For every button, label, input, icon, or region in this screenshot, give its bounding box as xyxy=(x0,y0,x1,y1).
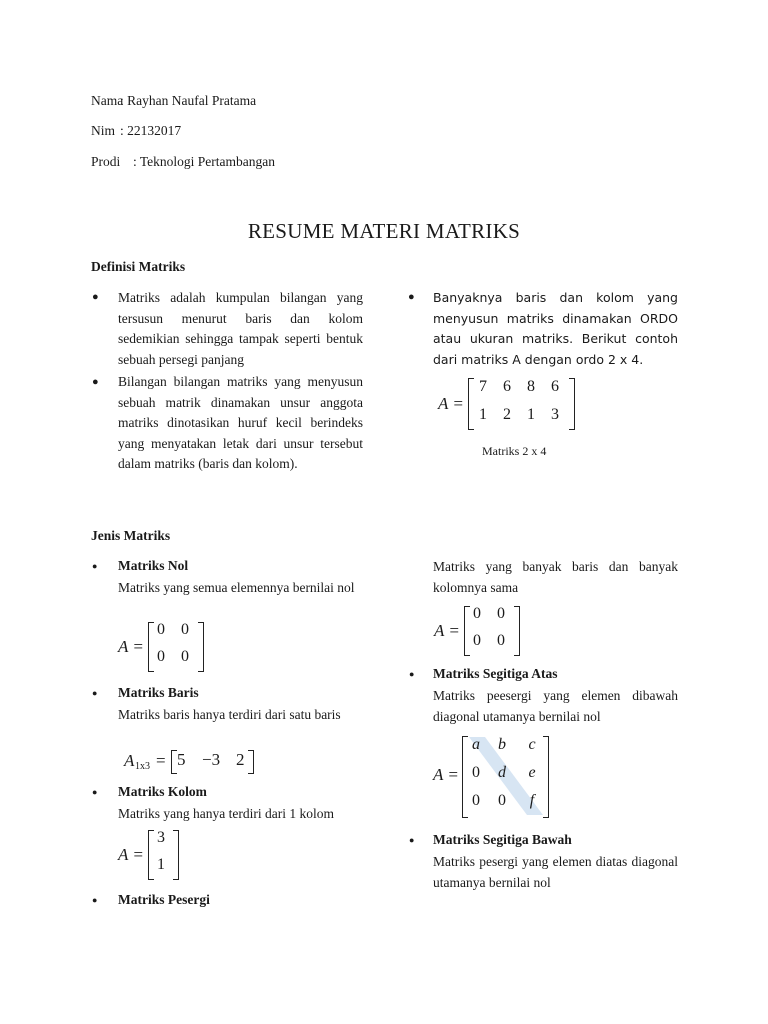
identity-name-label: Nama xyxy=(91,93,124,108)
matriks-pesergi-desc: Matriks yang banyak baris dan banyak kolomnya sama xyxy=(433,559,678,595)
jenis-heading: Jenis Matriks xyxy=(91,528,171,543)
matriks-nol-title: Matriks Nol xyxy=(118,558,189,573)
matrix-cell: 0 xyxy=(498,792,506,809)
bullet-icon: ● xyxy=(92,561,98,571)
bullet-icon: ● xyxy=(92,376,99,388)
page-title: RESUME MATERI MATRIKS xyxy=(247,219,521,243)
matrix-cell: a xyxy=(472,736,480,753)
matriks-segitiga-atas-desc: Matriks peesergi yang elemen dibawah diagonal utamanya bernilai nol xyxy=(433,688,678,724)
bullet-icon: ● xyxy=(92,688,98,698)
matrix-cell: 0 xyxy=(181,648,189,665)
definisi-item-1: Matriks adalah kumpulan bilangan yang tersusun menurut baris dan kolom sedemikian sehingga tampak seperti bentuk sebuah persegi panjang xyxy=(118,290,363,367)
matrix-cell: 2 xyxy=(503,406,511,423)
bullet-icon: ● xyxy=(408,291,415,303)
identity-prodi-label: Prodi xyxy=(91,154,121,169)
matrix-cell: d xyxy=(498,764,506,781)
matrix-cell: 0 xyxy=(157,648,165,665)
definisi-heading: Definisi Matriks xyxy=(91,259,186,274)
bullet-icon: ● xyxy=(92,291,99,303)
identity-nim-value: : 22132017 xyxy=(120,123,182,138)
matrix-right-bracket xyxy=(173,830,179,880)
bullet-icon: ● xyxy=(92,787,98,797)
matrix-cell: 1 xyxy=(527,406,535,423)
matrix-2x4-example xyxy=(438,376,578,434)
matrix-right-bracket xyxy=(248,750,254,774)
matrix-cell: 1 xyxy=(157,856,165,873)
bullet-icon: ● xyxy=(409,835,415,845)
matriks-segitiga-bawah-title: Matriks Segitiga Bawah xyxy=(433,832,572,847)
matrix-cell: 0 xyxy=(497,605,505,622)
identity-prodi-value: : Teknologi Pertambangan xyxy=(133,154,276,169)
matrix-right-bracket xyxy=(198,622,204,672)
matrix-cell: c xyxy=(528,736,536,753)
matriks-baris-title: Matriks Baris xyxy=(118,685,199,700)
matriks-pesergi-title: Matriks Pesergi xyxy=(118,892,210,907)
matrix-cell: 8 xyxy=(527,378,535,395)
matrix-right-bracket xyxy=(569,378,575,430)
matrix-cell: 0 xyxy=(473,605,481,622)
matrix-cell: 0 xyxy=(472,764,480,781)
matrix-cell: 6 xyxy=(503,378,511,395)
matrix-cell: e xyxy=(528,764,536,781)
matrix-cell: 0 xyxy=(472,792,480,809)
matrix-cell: 0 xyxy=(181,621,189,638)
matrix-cell: 0 xyxy=(497,632,505,649)
matrix-cell: 3 xyxy=(551,406,559,423)
matrix-cell: 0 xyxy=(157,621,165,638)
identity-nim-label: Nim xyxy=(91,123,116,138)
matriks-kolom-title: Matriks Kolom xyxy=(118,784,207,799)
matriks-kolom-desc: Matriks yang hanya terdiri dari 1 kolom xyxy=(118,806,334,821)
matrix-cell: 6 xyxy=(551,378,559,395)
matrix-lhs: A = xyxy=(433,765,459,784)
definisi-item-ordo: Banyaknya baris dan kolom yang menyusun matriks dinamakan ORDO atau ukuran matriks. Berikut contoh dari matriks A dengan ordo 2 x 4. xyxy=(433,290,678,367)
matrix-cell: f xyxy=(529,792,535,809)
matrix-lhs: A = xyxy=(118,845,144,864)
matrix-nol xyxy=(118,621,208,673)
bullet-icon: ● xyxy=(92,895,98,905)
matrix-equals: = xyxy=(156,751,166,770)
matriks-segitiga-atas-title: Matriks Segitiga Atas xyxy=(433,666,558,681)
matrix-cell: b xyxy=(498,736,506,753)
matrix-cell: 3 xyxy=(157,829,165,846)
matrix-lhs: A = xyxy=(118,637,144,656)
bullet-icon: ● xyxy=(409,669,415,679)
matrix-pesergi xyxy=(434,605,524,657)
matrix-cell: 1 xyxy=(479,406,487,423)
matrix-cell: −3 xyxy=(202,750,221,769)
matrix-lhs: A = xyxy=(434,621,460,640)
matrix-right-bracket xyxy=(543,736,549,818)
identity-block xyxy=(91,93,391,183)
matrix-cell: 7 xyxy=(479,378,487,395)
matriks-nol-desc: Matriks yang semua elemennya bernilai nol xyxy=(118,580,355,595)
matrix-cell: 5 xyxy=(177,750,186,769)
matrix-cell: 0 xyxy=(473,632,481,649)
matrix-lhs-subscript: 1x3 xyxy=(135,761,150,772)
matrix-cell: 2 xyxy=(236,750,245,769)
matrix-baris xyxy=(124,748,264,778)
definisi-item-2: Bilangan bilangan matriks yang menyusun sebuah matrik dinamakan unsur anggota matriks dinotasikan huruf kecil berindeks yang menyatakan letak dari unsur tersebut dalam matriks (baris dan kolom). xyxy=(118,374,363,471)
matrix-kolom xyxy=(118,829,188,881)
matrix-segitiga-atas xyxy=(433,735,553,819)
matrix-caption: Matriks 2 x 4 xyxy=(482,444,547,458)
identity-name-value: : Rayhan Naufal Pratama xyxy=(120,93,257,108)
matriks-baris-desc: Matriks baris hanya terdiri dari satu baris xyxy=(118,707,341,722)
matrix-lhs: A xyxy=(124,751,135,770)
matriks-segitiga-bawah-desc: Matriks pesergi yang elemen diatas diagonal utamanya bernilai nol xyxy=(433,854,678,890)
matrix-right-bracket xyxy=(514,606,520,656)
matrix-lhs: A = xyxy=(438,394,464,413)
